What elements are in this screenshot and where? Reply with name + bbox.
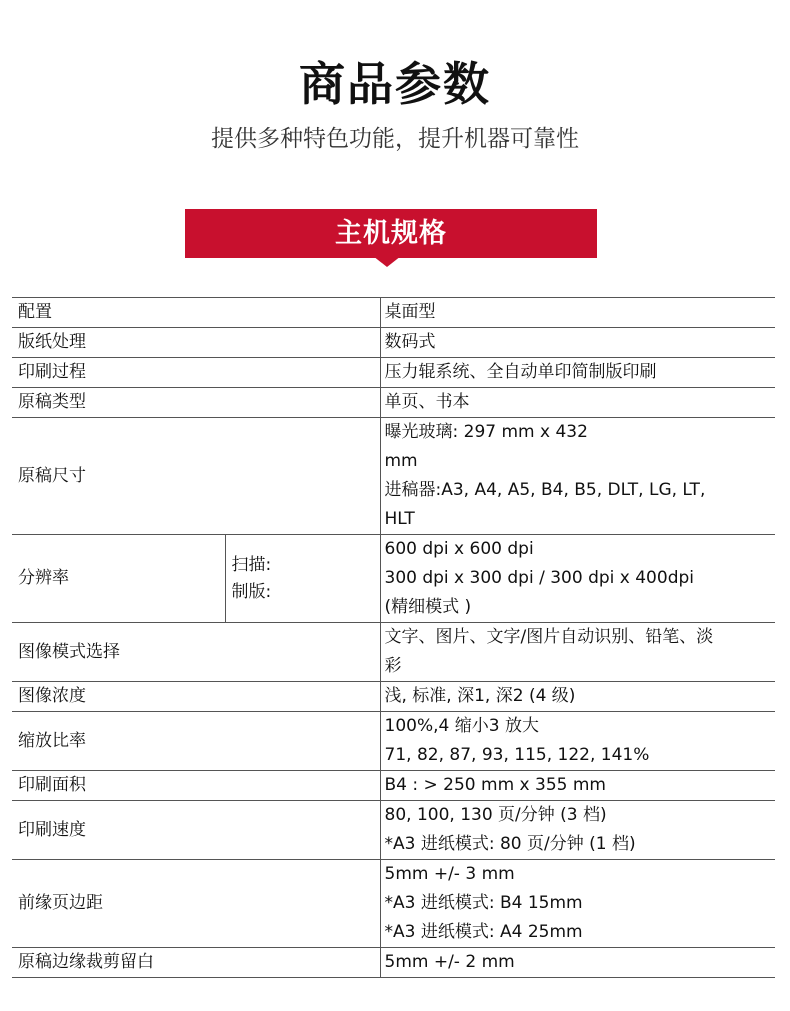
spec-row	[12, 801, 775, 860]
spec-value-line: 80, 100, 130 页/分钟 (3 档)	[384, 805, 607, 825]
spec-value-line: (精细模式 )	[384, 597, 472, 617]
spec-row	[12, 298, 775, 328]
spec-value-line: 数码式	[384, 332, 436, 352]
spec-value	[380, 801, 775, 860]
spec-row	[12, 388, 775, 418]
page-subtitle: 提供多种特色功能，提升机器可靠性	[211, 126, 579, 152]
spec-value	[380, 328, 775, 358]
spec-value-line: *A3 进纸模式: B4 15mm	[384, 893, 583, 913]
spec-value	[380, 298, 775, 328]
spec-value	[380, 388, 775, 418]
spec-value-line: mm	[384, 451, 418, 471]
spec-value-line: 5mm +/- 2 mm	[384, 952, 515, 972]
spec-row	[12, 712, 775, 771]
spec-row	[12, 860, 775, 948]
spec-value-line: 压力辊系统、全自动单印简制版印刷	[384, 362, 657, 382]
spec-value-line: 彩	[384, 656, 402, 676]
spec-value-line: *A3 进纸模式: A4 25mm	[384, 922, 583, 942]
spec-label: 配置	[12, 298, 380, 328]
spec-value	[380, 623, 775, 682]
spec-label: 原稿边缘裁剪留白	[12, 948, 380, 978]
spec-label: 缩放比率	[12, 712, 380, 771]
section-banner: 主机规格	[185, 209, 597, 258]
spec-sublabel-line: 扫描:	[231, 554, 272, 575]
spec-label: 原稿类型	[12, 388, 380, 418]
spec-value	[380, 418, 775, 535]
spec-value-line: *A3 进纸模式: 80 页/分钟 (1 档)	[384, 834, 636, 854]
spec-row	[12, 358, 775, 388]
spec-label: 版纸处理	[12, 328, 380, 358]
spec-label: 图像模式选择	[12, 623, 380, 682]
spec-row	[12, 682, 775, 712]
spec-value-line: 曝光玻璃: 297 mm x 432	[384, 422, 588, 442]
spec-value-line: 单页、书本	[384, 392, 470, 412]
spec-value-line: 600 dpi x 600 dpi	[384, 539, 534, 559]
spec-row	[12, 418, 775, 535]
spec-value-line: 桌面型	[384, 302, 436, 322]
spec-value-line: 文字、图片、文字/图片自动识别、铅笔、淡	[384, 627, 714, 647]
spec-value-line: 100%,4 缩小3 放大	[384, 716, 539, 736]
spec-value-line: 71, 82, 87, 93, 115, 122, 141%	[384, 745, 650, 765]
spec-label: 印刷面积	[12, 771, 380, 801]
spec-table	[12, 297, 775, 978]
spec-row	[12, 771, 775, 801]
spec-value-line: HLT	[384, 509, 415, 529]
spec-label: 分辨率	[12, 535, 225, 623]
spec-label: 图像浓度	[12, 682, 380, 712]
spec-value-line: 5mm +/- 3 mm	[384, 864, 515, 884]
spec-value-line: 进稿器:A3, A4, A5, B4, B5, DLT, LG, LT,	[384, 480, 706, 500]
spec-sublabel	[225, 535, 380, 623]
spec-value	[380, 948, 775, 978]
spec-sublabel-line: 制版:	[231, 581, 272, 602]
spec-value	[380, 860, 775, 948]
spec-label: 印刷过程	[12, 358, 380, 388]
spec-value-line: B4 : > 250 mm x 355 mm	[384, 775, 606, 795]
spec-row	[12, 328, 775, 358]
spec-row	[12, 948, 775, 978]
spec-value	[380, 535, 775, 623]
spec-value-line: 300 dpi x 300 dpi / 300 dpi x 400dpi	[384, 568, 694, 588]
spec-table-body	[12, 298, 775, 978]
banner-pointer	[373, 256, 401, 267]
spec-value	[380, 358, 775, 388]
spec-row	[12, 623, 775, 682]
page-title: 商品参数	[299, 57, 491, 111]
spec-value	[380, 682, 775, 712]
spec-value-line: 浅, 标准, 深1, 深2 (4 级)	[384, 686, 576, 706]
spec-label: 印刷速度	[12, 801, 380, 860]
spec-value	[380, 712, 775, 771]
spec-label: 原稿尺寸	[12, 418, 380, 535]
spec-row	[12, 535, 775, 623]
spec-label: 前缘页边距	[12, 860, 380, 948]
spec-value	[380, 771, 775, 801]
